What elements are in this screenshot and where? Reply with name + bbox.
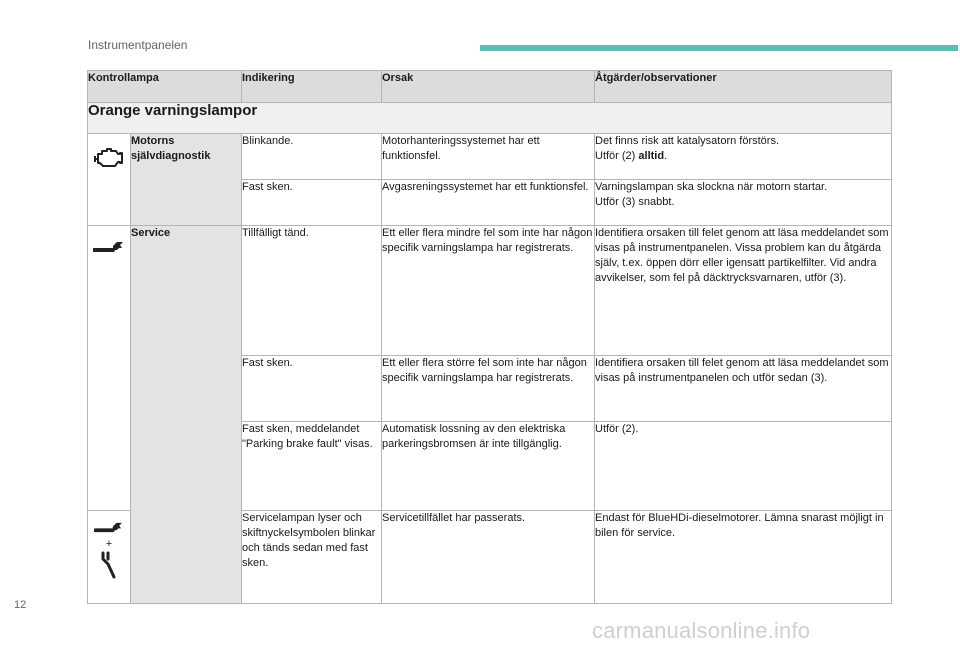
lamp-name-engine: Motorns självdiagnostik [131,134,242,226]
indication-cell: Fast sken. [242,356,382,422]
watermark: carmanualsonline.info [592,618,811,643]
warning-lamp-table [87,70,892,604]
section-accent-bar [480,45,958,51]
table-header-row [88,71,892,103]
wrench-icon [93,240,125,254]
action-line: Utför (3) snabbt. [595,196,675,208]
page-number: 12 [14,599,27,611]
column-header-lamp: Kontrollampa [88,71,242,103]
action-line [595,149,891,164]
section-title: Instrumentpanelen [88,38,188,52]
cause-cell: Automatisk lossning av den elektriska parkeringsbromsen är inte tillgänglig. [382,422,595,511]
action-cell [595,180,892,226]
cause-cell: Ett eller flera större fel som inte har någon specifik varningslampa har registrerats. [382,356,595,422]
column-header-indication: Indikering [242,71,382,103]
engine-icon-cell [88,134,131,226]
indication-cell: Tillfälligt tänd. [242,226,382,356]
table-row [88,226,892,356]
action-emphasis: alltid [638,150,665,162]
service-icon-cell [88,226,131,511]
column-header-cause: Orsak [382,71,595,103]
column-header-action: Åtgärder/observationer [595,71,892,103]
cause-cell: Avgasreningssystemet har ett funktionsfel. [382,180,595,226]
action-cell: Identifiera orsaken till felet genom att läsa meddelandet som visas på instrumentpanelen och utför sedan (3). [595,356,892,422]
indication-cell: Servicelampan lyser och skiftnyckelsymbolen blinkar och tänds sedan med fast sken. [242,511,382,604]
plus-sign: + [105,538,113,550]
action-line: Varningslampan ska slockna när motorn startar. [595,181,828,193]
wrench-icon [94,521,124,534]
cause-cell: Ett eller flera mindre fel som inte har någon specifik varningslampa har registrerats. [382,226,595,356]
indication-cell: Blinkande. [242,134,382,180]
lamp-name-service: Service [131,226,242,604]
indication-cell: Fast sken. [242,180,382,226]
service-combo-icon-cell [88,511,131,604]
table-row [88,134,892,180]
spanner-icon [99,550,119,580]
band-title: Orange varningslampor [88,103,892,134]
engine-check-icon [94,146,124,170]
cause-cell: Motorhanteringssystemet har ett funktionsfel. [382,134,595,180]
action-text: . [664,150,668,162]
action-cell [595,134,892,180]
action-cell: Utför (2). [595,422,892,511]
action-cell: Endast för BlueHDi-dieselmotorer. Lämna snarast möjligt in bilen för service. [595,511,892,604]
action-line: Det finns risk att katalysatorn förstörs. [595,135,780,147]
cause-cell: Servicetillfället har passerats. [382,511,595,604]
action-cell: Identifiera orsaken till felet genom att läsa meddelandet som visas på instrumentpanelen. Vissa problem kan du åtgärda själv, t.ex. öppen dörr eller igensatt partikelfilter. Vid andra avvikelser, som fel på däcktrycksvarnaren, utför (3). [595,226,892,356]
band-row [88,103,892,134]
action-text: Utför (2) [595,150,639,162]
indication-cell: Fast sken, meddelandet "Parking brake fault" visas. [242,422,382,511]
